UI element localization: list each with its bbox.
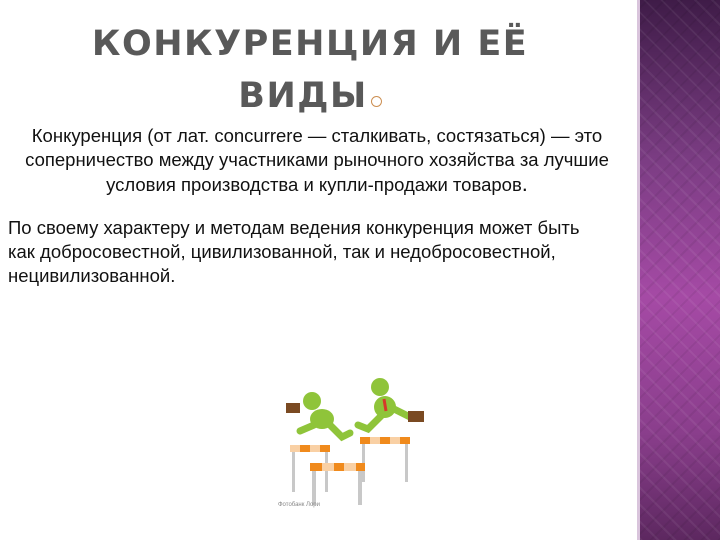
- hurdle-race-illustration: [270, 375, 445, 515]
- band-pattern: [640, 0, 720, 540]
- image-caption: Фотобанк Лори: [278, 502, 320, 508]
- definition-text: Конкуренция (от лат. concurrere — сталкивать, состязаться) — это соперничество между участниками рыночного хозяйства за лучшие условия производства и купли-продажи товаров: [25, 125, 609, 195]
- runner-figure-icon: [286, 392, 350, 437]
- title-line-2-text: ВИДЫ: [238, 76, 368, 116]
- title-line-1: КОНКУРЕНЦИЯ И ЕЁ: [91, 24, 529, 64]
- body-paragraph: По своему характеру и методам ведения конкуренция может быть как добросовестной, цивилизованной, так и недобросовестной, нецивилизованной.: [8, 217, 580, 286]
- definition-period: .: [521, 171, 528, 196]
- definition-paragraph: [14, 124, 620, 197]
- hurdle-icon: [360, 437, 410, 482]
- runner-figure-icon: [358, 378, 424, 429]
- decorative-side-band: [640, 0, 720, 540]
- title-line-2: [60, 70, 560, 122]
- hurdle-icon: [310, 463, 365, 505]
- title-circle-icon: [371, 96, 382, 107]
- slide-title: [60, 18, 560, 122]
